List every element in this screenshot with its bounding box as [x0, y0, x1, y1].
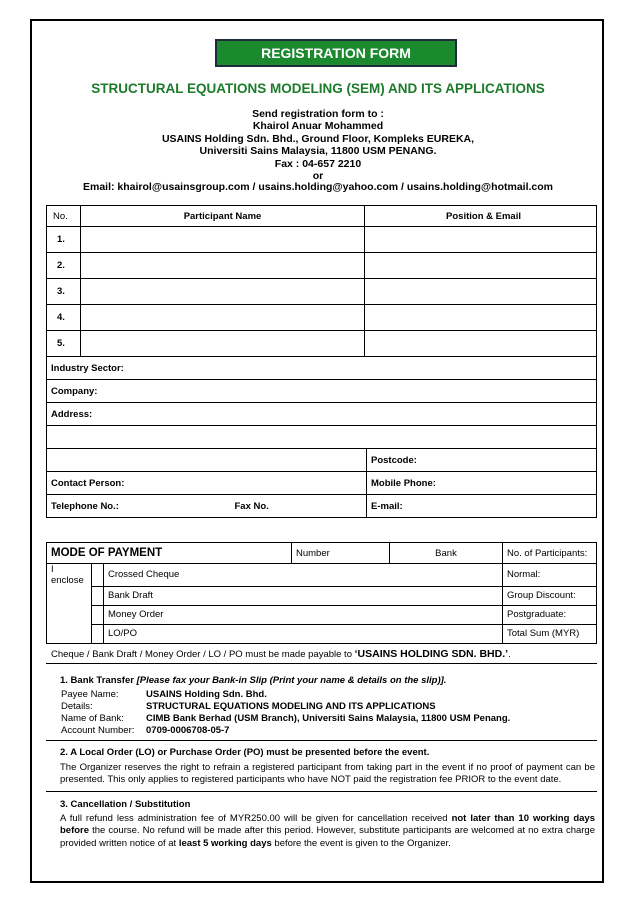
detail-value: STRUCTURAL EQUATIONS MODELING AND ITS APPLICATIONS: [146, 701, 436, 712]
cancellation-bold: least 5 working days: [178, 837, 272, 849]
option-money-order: Money Order: [104, 605, 503, 624]
address-field[interactable]: Address:: [47, 403, 597, 426]
cancellation-bold: not later than 10 working days before: [60, 813, 596, 837]
name-field[interactable]: [81, 227, 365, 253]
name-field[interactable]: [81, 331, 365, 357]
col-no: No.: [47, 206, 81, 227]
address-block: [40, 108, 596, 182]
company-field[interactable]: Company:: [47, 380, 597, 403]
local-order-text: The Organizer reserves the right to refrain a registered participant from taking part in the event if no proof of payment can be presented. This only applies to registered participants who have NOT paid the registration fee PRIOR to the event date.: [60, 762, 595, 786]
course-title: STRUCTURAL EQUATIONS MODELING (SEM) AND ITS APPLICATIONS: [91, 81, 545, 96]
telephone-fax-row[interactable]: [47, 495, 367, 518]
crossed-cheque-checkbox[interactable]: [92, 564, 104, 587]
bank-transfer-heading: [60, 675, 446, 686]
local-order-heading: 2. A Local Order (LO) or Purchase Order (PO) must be presented before the event.: [60, 747, 430, 758]
postgraduate-field[interactable]: Postgraduate:: [503, 605, 597, 624]
row-number: 4.: [47, 305, 81, 331]
lopo-checkbox[interactable]: [92, 624, 104, 643]
participant-table: [46, 205, 597, 518]
bank-details: [61, 689, 510, 737]
address-line: USAINS Holding Sdn. Bhd., Ground Floor, Kompleks EUREKA,: [161, 132, 475, 145]
address-line: Khairol Anuar Mohammed: [252, 120, 384, 133]
enclose-label: I enclose: [47, 564, 92, 587]
detail-key: Account Number:: [61, 725, 135, 736]
normal-field[interactable]: Normal:: [503, 564, 597, 587]
row-number: 3.: [47, 279, 81, 305]
bank-transfer-title: 1. Bank Transfer: [60, 675, 137, 686]
bank-transfer-note: [Please fax your Bank-in Slip (Print your name & details on the slip)].: [136, 675, 447, 686]
cancellation-part: A full refund less administration fee of MYR250.00 will be given for cancellation received: [60, 813, 452, 824]
number-header: Number: [292, 543, 390, 564]
payable-end: .: [508, 649, 511, 660]
payable-note: [51, 648, 511, 660]
payment-table: [46, 542, 597, 644]
option-bank-draft: Bank Draft: [104, 586, 503, 605]
row-number: 5.: [47, 331, 81, 357]
name-field[interactable]: [81, 305, 365, 331]
money-order-checkbox[interactable]: [92, 605, 104, 624]
position-field[interactable]: [365, 253, 597, 279]
address-line: Universiti Sains Malaysia, 11800 USM PENANG.: [199, 145, 437, 158]
fax-label: Fax No.: [234, 500, 269, 512]
detail-key: Details:: [61, 701, 93, 712]
section-divider: [46, 740, 597, 741]
address-line: Send registration form to :: [252, 108, 384, 120]
section-divider: [46, 663, 597, 664]
cancellation-part: before the event is given to the Organizer.: [271, 837, 451, 849]
cancellation-part: the course. No refund will be made after this period. However, substitute participants are welcomed at no extra charge provided written notice of at: [60, 825, 595, 849]
email-field[interactable]: E-mail:: [367, 495, 597, 518]
bank-draft-checkbox[interactable]: [92, 586, 104, 605]
payable-name: ‘USAINS HOLDING SDN. BHD.’: [354, 648, 509, 660]
row-number: 1.: [47, 227, 81, 253]
address-line: Fax : 04-657 2210: [274, 157, 362, 170]
position-field[interactable]: [365, 331, 597, 357]
payment-title: MODE OF PAYMENT: [47, 543, 292, 564]
col-position-email: Position & Email: [365, 206, 597, 227]
position-field[interactable]: [365, 279, 597, 305]
industry-field[interactable]: Industry Sector:: [47, 357, 597, 380]
address-field-extra[interactable]: [47, 449, 367, 472]
name-field[interactable]: [81, 253, 365, 279]
row-number: 2.: [47, 253, 81, 279]
option-crossed-cheque: Crossed Cheque: [104, 564, 503, 587]
email-line: Email: khairol@usainsgroup.com / usains.holding@yahoo.com / usains.holding@hotmail.com: [82, 181, 554, 193]
detail-key: Name of Bank:: [61, 713, 124, 724]
detail-value: CIMB Bank Berhad (USM Branch), Universiti Sains Malaysia, 11800 USM Penang.: [146, 713, 511, 724]
participants-header: No. of Participants:: [503, 543, 597, 564]
bank-header: Bank: [390, 543, 503, 564]
address-field-extra[interactable]: [47, 426, 597, 449]
payable-text: Cheque / Bank Draft / Money Order / LO / PO must be made payable to: [51, 649, 355, 660]
group-discount-field[interactable]: Group Discount:: [503, 586, 597, 605]
telephone-label: Telephone No.:: [51, 500, 119, 512]
position-field[interactable]: [365, 305, 597, 331]
section-divider: [46, 791, 597, 792]
cancellation-heading: 3. Cancellation / Substitution: [60, 799, 191, 810]
detail-key: Payee Name:: [61, 689, 119, 700]
detail-value: USAINS Holding Sdn. Bhd.: [146, 689, 267, 700]
mobile-phone-field[interactable]: Mobile Phone:: [367, 472, 597, 495]
cancellation-text: [60, 813, 595, 850]
total-sum-field[interactable]: Total Sum (MYR): [503, 624, 597, 643]
name-field[interactable]: [81, 279, 365, 305]
col-participant-name: Participant Name: [81, 206, 365, 227]
detail-value: 0709-0006708-05-7: [146, 725, 230, 736]
contact-person-field[interactable]: Contact Person:: [47, 472, 367, 495]
registration-banner: REGISTRATION FORM: [215, 39, 457, 67]
position-field[interactable]: [365, 227, 597, 253]
postcode-field[interactable]: Postcode:: [367, 449, 597, 472]
option-lopo: LO/PO: [104, 624, 503, 643]
address-line: or: [312, 170, 324, 183]
